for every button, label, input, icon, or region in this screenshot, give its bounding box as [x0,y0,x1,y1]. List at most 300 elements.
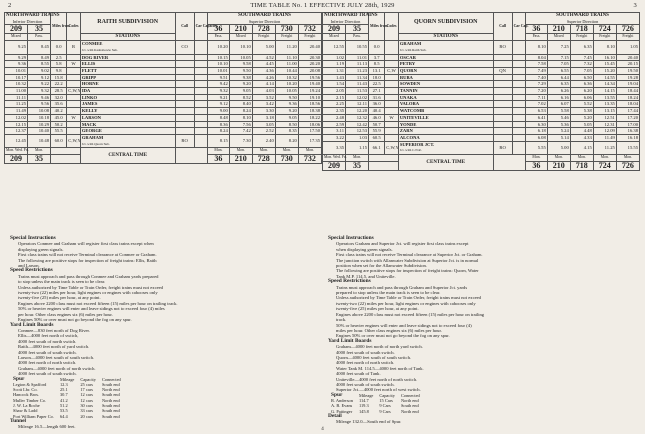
telegraph-code [175,94,194,101]
mileage: 46.0 [369,114,385,121]
mileage: 50.7 [369,121,385,128]
southward-train-type: Freight [275,34,298,41]
table-row [323,54,640,61]
southward-time: 2.40 [252,134,275,147]
southward-time: 13.55 [593,94,616,101]
mileage: 50.2 [51,121,67,128]
note-line: 50% or heavier engines will enter and leave sidings not to exceed four (4) [336,322,472,328]
southward-train-type: Freight [252,34,275,41]
spur-cell: 17 cars [80,387,93,393]
northward-footer-train: 35 [346,161,369,170]
northward-time-209: 11.00 [5,88,28,95]
southward-title-text: SOUTHWARD TRAINS [238,13,291,18]
note-line: Graham—4000 feet north of north yard switch. [336,344,423,350]
station-codes [385,128,399,135]
northward-train-type: Pass. [28,34,51,41]
note-line: track. [336,317,347,323]
southward-time: 6.35 [547,81,570,88]
northward-time-209: 1.31 [323,67,346,74]
spur-cell: North end [101,387,120,393]
note-line: Uniteville—4000 feet north of north switch. [336,376,418,382]
mileage: 27.1 [369,88,385,95]
northward-time-35: 12.32 [346,114,369,121]
southward-time: 12.09 [593,128,616,135]
southward-time: 8.24 [208,128,230,135]
southward-footer-days: Mon. [208,148,230,155]
central-time-label: CENTRAL TIME [80,148,175,164]
southward-train-number: 210 [547,25,570,34]
car-capacity [194,88,208,95]
southward-train-type: Pass. [526,34,548,41]
quorn-notes [328,236,628,425]
station-name [398,61,493,68]
southward-time: 3.18 [252,114,275,121]
table-row [323,67,640,74]
southward-footer-train: 730 [275,155,298,164]
northward-time-209: 10.01 [5,67,28,74]
southward-time: 6.35 [570,41,593,54]
northward-time-209: 3.22 [323,134,346,141]
station-name-text: GRAHAM [399,41,422,47]
table-row [5,54,322,61]
station-junction-note: Jct. with C.N.R. [399,148,422,153]
car-capacity [194,61,208,68]
northward-subtitle: Inferior Direction [12,18,43,24]
table-row [323,108,640,115]
northward-train-number: 209 [5,25,28,34]
southward-time: 11.10 [275,54,298,61]
table-row [5,74,322,81]
station-name-text: KELLY [81,108,98,114]
southward-time: 11.20 [275,41,298,54]
spur-cell: 9 Cars [379,403,391,409]
southward-time: 5.00 [547,141,570,154]
car-capacity-header: Car Capacity [194,13,208,41]
southward-time: 7.25 [547,41,570,54]
station-name-text: MACK [81,121,97,127]
car-capacity-header: Car Cap. [512,13,526,41]
northward-time-209: 9.36 [5,61,28,68]
station-name-text: LINKO [81,94,98,100]
note-line: Unless authorized by Time Table or Train Order, freight trains must not exceed [18,284,163,290]
station-name-text: TANNIN [399,88,418,94]
northward-train-number: 35 [28,25,51,34]
southward-footer-train: 718 [570,161,593,170]
mileage: 36.0 [369,101,385,108]
southward-time: 15.20 [593,67,616,74]
note-line: displaying green signals. [18,246,64,252]
table-row [323,94,640,101]
northward-train-type: Pass. [346,34,369,41]
spur-column-header: Connected [400,392,420,398]
southward-time: 9.20 [229,81,252,88]
southward-time: 16.38 [616,128,639,135]
telegraph-code [175,74,194,81]
southward-time: 20.08 [298,67,321,74]
notes-heading: Speed Restrictions [328,278,371,285]
southward-time: 9.00 [208,108,230,115]
table-row [323,101,640,108]
station-name [398,81,493,88]
mileage: 9.8 [51,67,67,74]
southward-time: 14.34 [593,81,616,88]
southward-time: 9.32 [208,88,230,95]
southward-time: 11.25 [593,141,616,154]
southward-time: 4.15 [570,141,593,154]
southward-time: 20.30 [298,54,321,61]
southward-train-number: 210 [229,25,252,34]
mileage: 0.0 [369,41,385,54]
station-name [80,108,175,115]
spur-cell: North end [101,397,120,403]
station-codes: W [67,61,81,68]
telegraph-code: CO [175,41,194,54]
station-codes [67,94,81,101]
southward-time: 6.08 [526,134,548,141]
northward-time-35: 12.20 [346,108,369,115]
mileage: 0.0 [51,41,67,54]
northward-footer-days: Mon. Wed. Fri. [323,155,346,162]
southward-train-type: Freight [593,34,616,41]
southward-time: 4.36 [252,67,275,74]
mileage: 45.0 [51,114,67,121]
southward-time: 8.10 [593,41,616,54]
southward-time: 10.20 [275,81,298,88]
southward-time: 11.49 [593,134,616,141]
table-row [5,81,322,88]
note-line: Superior Jct.—4000 feet north of west switch. [336,387,421,393]
mileage: 5.8 [51,61,67,68]
table-row [323,81,640,88]
southward-time: 13.35 [593,101,616,108]
southward-time: 7.42 [229,128,252,135]
southward-train-number: 726 [616,25,639,34]
northward-time-35: 8.55 [28,61,51,68]
note-line: Mileage 16.5—length 600 feet. [18,424,76,430]
telegraph-code [175,61,194,68]
southward-time: 19.56 [298,74,321,81]
northward-train-number: 209 [323,25,346,34]
southward-time: 9.20 [275,108,298,115]
note-line: Larson—4000 feet south of south switch. [18,354,95,360]
northward-time-35: 8.49 [28,54,51,61]
spur-cell: 25 cars [80,381,93,387]
southward-time: 19.10 [298,94,321,101]
southward-time: 7.58 [526,61,548,68]
notes-heading: Tunnel [10,417,26,424]
southward-time: 18.22 [298,114,321,121]
southward-time: 9.38 [229,74,252,81]
station-codes [67,81,81,88]
southward-train-type: Freight [298,34,321,41]
note-line: prepared to stop unless the main track is seen to be clear. [336,290,441,296]
station-name-text: JAMES [81,101,98,107]
table-row [323,121,640,128]
spur-cell: 114.7 [358,398,369,404]
northward-time-209: 2.25 [323,101,346,108]
station-codes [385,54,399,61]
southward-time: 5.14 [547,134,570,141]
southward-time: 6.06 [570,94,593,101]
southward-time: 17.50 [298,128,321,135]
northward-time-35: 8.45 [28,41,51,54]
southward-train-type: Freight [570,34,593,41]
station-name [80,114,175,121]
southward-footer-train: 726 [616,161,639,170]
mileage: 18.0 [369,74,385,81]
spur-cell: 33 cars [80,408,93,414]
station-name [80,101,175,108]
station-name [80,41,175,54]
southward-time: 7.02 [526,101,548,108]
spur-cell: North end [400,398,419,404]
mileage: 13.1 [369,67,385,74]
station-name-text: YONDE [399,121,417,127]
northward-title-text: NORTHWARD TRAINS [6,13,60,18]
note-line: 4000 feet north of north switch. [336,360,395,366]
note-line: twenty-five (25) miles per hour, at any point. [336,306,419,312]
page-title: TIME TABLE No. 1 EFFECTIVE JULY 28th, 1929 [250,2,395,9]
car-capacity [194,54,208,61]
note-line: 4000 feet south of south switch. [18,349,77,355]
station-codes [385,41,399,54]
station-codes: C,W,Y [67,134,81,147]
southward-time: 8.20 [275,134,298,147]
car-capacity [194,94,208,101]
southward-time: 11.00 [275,61,298,68]
note-line: Operators Graham and Superior Jct. will register first class trains except [336,241,469,247]
station-name [398,88,493,95]
car-capacity [194,114,208,121]
southward-time: 4.52 [252,54,275,61]
telegraph-code [175,128,194,135]
spur-table [328,393,423,414]
spur-cell: 64.4 [59,413,68,419]
telegraph-code [493,74,512,81]
southward-time: 17.00 [616,121,639,128]
southward-time: 8.50 [275,121,298,128]
southward-time: 5.46 [547,114,570,121]
telegraph-code [493,114,512,121]
spur-cell: South end [101,413,120,419]
southward-title-text: SOUTHWARD TRAINS [556,13,609,18]
note-line: Unless authorized by Time Table or Train Order, freight trains must not exceed [336,295,481,301]
station-name-text: GEORGE [81,128,102,134]
station-codes [67,74,81,81]
note-line: 50% or heavier engines will enter and leave sidings not to exceed four (4) miles [18,306,165,312]
southward-time: 6.30 [526,121,548,128]
southward-train-number: 732 [298,25,321,34]
station-name [398,114,493,121]
southward-train-number: 36 [526,25,548,34]
northward-time-209: 12.02 [5,114,28,121]
southward-time: 8.35 [275,128,298,135]
table-row [323,134,640,141]
northward-time-35: 11.34 [346,74,369,81]
mileage: 40.4 [369,108,385,115]
station-name-text: CONMEE [81,41,103,47]
station-name-text: FLETT [81,67,97,73]
northward-time-209: 2.05 [323,88,346,95]
table-row [5,121,322,128]
station-name [398,128,493,135]
station-name [80,61,175,68]
telegraph-code [175,88,194,95]
station-codes [385,61,399,68]
telegraph-code: QN [493,67,512,74]
spur-cell: 53.5 [59,408,68,414]
station-name-text: OSCAR [399,54,416,60]
telegraph-code [493,121,512,128]
spur-cell: South end [101,381,120,387]
southward-time: 13.15 [593,108,616,115]
southward-time: 10.01 [208,67,230,74]
northward-time-35: 1.15 [346,141,369,154]
southward-time: 6.50 [570,74,593,81]
station-name-text: RUBA [399,74,413,80]
table-row [323,114,640,121]
southward-footer-train: 36 [208,155,230,164]
spur-heading: Spur [331,391,343,398]
southward-time: 5.05 [570,121,593,128]
southward-time: 12.31 [593,121,616,128]
southward-footer-days: Mon. [547,155,570,162]
southward-time: 8.04 [526,54,548,61]
car-capacity [512,134,526,141]
telegraph-code [493,94,512,101]
station-name-text: ZARN [399,128,413,134]
northward-subtitle: Inferior Direction [330,18,361,24]
southward-time: 8.15 [208,134,230,147]
southward-time: 8.24 [229,108,252,115]
southward-time: 9.50 [275,94,298,101]
southward-title [526,13,640,25]
spur-cell: R. Anderson [331,398,353,404]
spur-cell: Muller Timber Co. [13,397,47,403]
spur-heading: Spur [13,375,25,382]
station-junction-note: Jct. with Raith Sub. [399,47,427,52]
station-codes [385,134,399,141]
southward-time: 6.07 [547,101,570,108]
southward-time: 10.10 [208,61,230,68]
spur-cell: 30.7 [59,392,68,398]
southward-time: 7.29 [526,81,548,88]
mileage: 55.9 [369,128,385,135]
station-name-text: IDA [81,88,91,94]
northward-time-209: 12.37 [5,128,28,135]
note-line: twenty-two (22) miles per hour, light engines or engines with cabooses only [18,290,158,296]
station-codes: R [67,41,81,54]
telegraph-code [175,121,194,128]
note-line: to stop unless the main track is seen to be clear. [18,279,106,285]
telegraph-code [493,101,512,108]
southward-time: 17.44 [616,108,639,115]
northward-time-209: 9.25 [5,41,28,54]
station-name [398,121,493,128]
notes-heading: Special Instructions [328,235,374,241]
southward-train-type: Mixed [229,34,252,41]
southward-time: 17.35 [298,134,321,147]
northward-time-35: 11.13 [346,61,369,68]
spur-cell: South end [101,392,120,398]
southward-time: 5.24 [547,128,570,135]
northward-time-209: 12.45 [5,134,28,147]
blank [51,148,81,155]
table-row [323,141,640,154]
table-row [5,61,322,68]
station-codes [385,108,399,115]
mileage: 28.5 [51,88,67,95]
note-line: Graham—4000 feet north of north switch. [18,365,96,371]
northward-time-35: 9.02 [28,67,51,74]
southward-time: 8.48 [208,114,230,121]
spur-column-header: Capacity [379,392,395,398]
raith-subdivision-timetable [4,12,322,164]
southward-time: 12.51 [593,114,616,121]
page-header [0,0,645,11]
southward-time: 15.45 [593,61,616,68]
northward-time-209: 2.59 [323,121,346,128]
table-row [5,134,322,147]
spur-cell: North end [400,408,419,414]
station-codes: C,W [385,67,399,74]
northward-time-35: 10.08 [28,108,51,115]
mileage: 3.7 [369,54,385,61]
notes-heading: Special Instructions [10,235,56,241]
spur-cell: 145.8 [358,408,369,414]
station-name [398,94,493,101]
northward-time-35: 11.23 [346,67,369,74]
note-line: Mileage 132.0—South end of Spur. [336,419,402,425]
note-line: Engines 50% or over must not go beyond the fog on any spur. [336,333,450,339]
southward-time: 9.05 [275,114,298,121]
table-row [5,114,322,121]
note-line: 4000 feet south of north switch. [18,338,77,344]
mileage-header: Miles from [51,13,67,41]
station-codes [67,121,81,128]
spur-row [10,392,124,397]
southward-time: 4.45 [252,61,275,68]
spur-cell: 12.3 [59,381,68,387]
southward-time: 5.55 [526,141,548,154]
car-capacity [512,67,526,74]
station-name-text: ALCONA [399,134,420,140]
southward-footer-train: 728 [252,155,275,164]
northward-time-35: 12.42 [346,121,369,128]
northward-train-number: 35 [346,25,369,34]
spur-column-header: Mileage [59,376,75,382]
table-row [5,108,322,115]
spur-column-header: Capacity [80,376,96,382]
southward-time: 7.05 [547,61,570,68]
note-line: The following are positive stops for inspection of freight trains: Quorn, Water [336,268,479,274]
page-number-left: 2 [8,2,12,9]
southward-footer-days: Mon. [593,155,616,162]
spur-cell: Hancock Bros. [13,392,40,398]
spur-cell: A. B. Evans [331,403,353,409]
northward-time-209: 2.35 [323,108,346,115]
mileage: 2.5 [51,54,67,61]
note-line: Engines 50% or over must not go beyond the fog on any spur. [18,317,132,323]
note-line: Water Tank M. 114.5—4000 feet north of Tank. [336,365,424,371]
southward-time: 9.12 [208,101,230,108]
northward-time-209: 3.35 [323,141,346,154]
page-number-right: 3 [633,2,637,9]
southward-time: 6.41 [526,114,548,121]
spur-cell: J. W. La Roche [13,403,40,409]
note-line: Conmee—830 feet north of Dog River. [18,327,90,333]
car-capacity [512,61,526,68]
